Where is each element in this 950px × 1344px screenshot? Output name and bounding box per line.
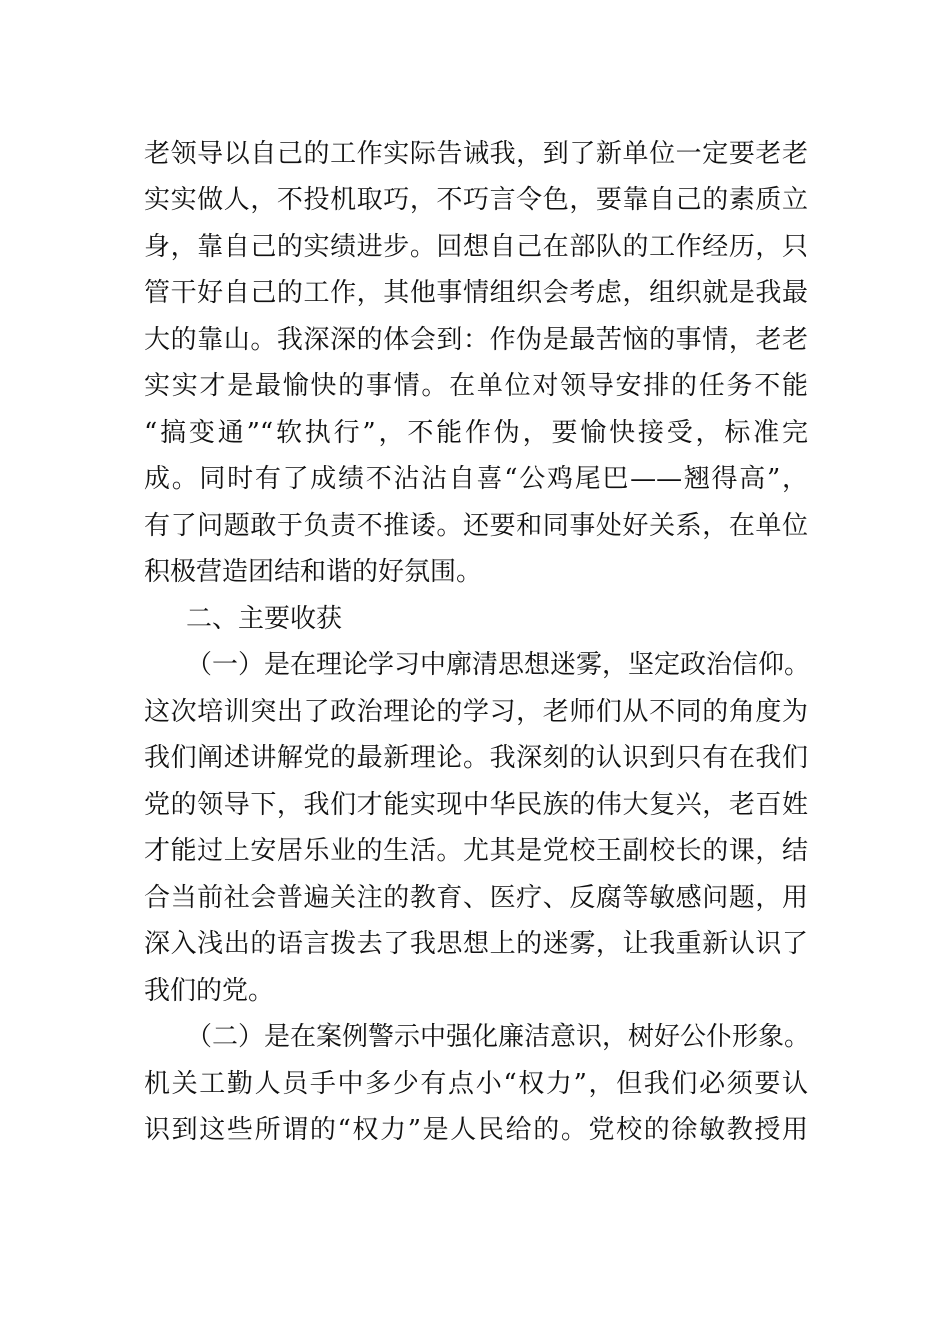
text-line: 深入浅出的语言拨去了我思想上的迷雾，让我重新认识了: [144, 929, 808, 959]
text-line: 积极营造团结和谐的好氛围。: [144, 557, 483, 587]
text-line: 我们的党。: [144, 976, 275, 1006]
text-line: 实实做人，不投机取巧，不巧言令色，要靠自己的素质立: [144, 185, 808, 215]
text-line: 成。同时有了成绩不沾沾自喜“公鸡尾巴——翘得高”，: [144, 464, 808, 494]
subsection-heading: （二）是在案例警示中强化廉洁意识，树好公仆形象。: [186, 1022, 811, 1052]
text-line: 识到这些所谓的“权力”是人民给的。党校的徐敏教授用: [144, 1115, 808, 1145]
text-line: 我们阐述讲解党的最新理论。我深刻的认识到只有在我们: [144, 743, 808, 773]
text-line: 管干好自己的工作，其他事情组织会考虑，组织就是我最: [144, 278, 808, 308]
text-line: 大的靠山。我深深的体会到：作伪是最苦恼的事情，老老: [144, 325, 808, 355]
text-line: “搞变通”“软执行”，不能作伪，要愉快接受，标准完: [144, 418, 808, 448]
text-line: 身，靠自己的实绩进步。回想自己在部队的工作经历，只: [144, 232, 808, 262]
section-heading: 二、主要收获: [186, 604, 343, 634]
subsection-heading: （一）是在理论学习中廓清思想迷雾，坚定政治信仰。: [186, 650, 811, 680]
text-line: 这次培训突出了政治理论的学习，老师们从不同的角度为: [144, 697, 808, 727]
text-line: 才能过上安居乐业的生活。尤其是党校王副校长的课，结: [144, 836, 808, 866]
text-line: 老领导以自己的工作实际告诫我，到了新单位一定要老老: [144, 139, 808, 169]
text-line: 党的领导下，我们才能实现中华民族的伟大复兴，老百姓: [144, 790, 808, 820]
text-line: 有了问题敢于负责不推诿。还要和同事处好关系，在单位: [144, 511, 808, 541]
text-line: 实实才是最愉快的事情。在单位对领导安排的任务不能: [144, 371, 808, 401]
text-line: 机关工勤人员手中多少有点小“权力”，但我们必须要认: [144, 1069, 808, 1099]
text-line: 合当前社会普遍关注的教育、医疗、反腐等敏感问题，用: [144, 883, 808, 913]
